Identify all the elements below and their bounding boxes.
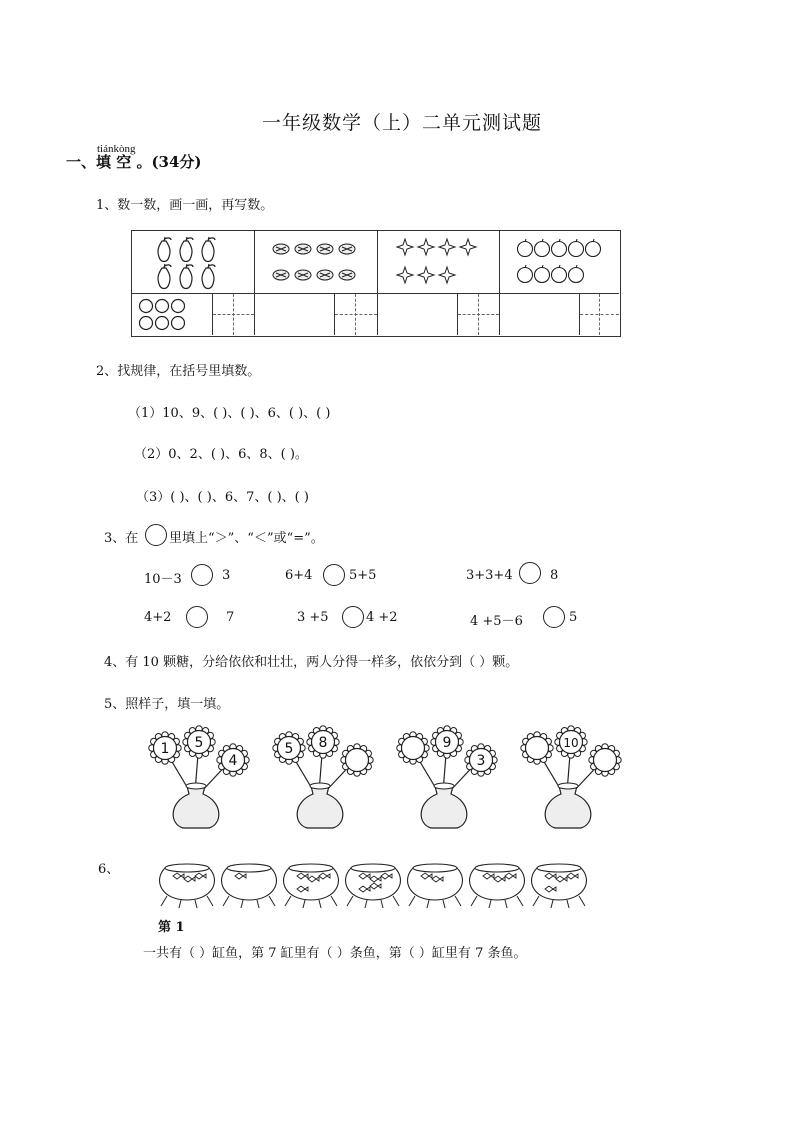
fish-bowl <box>532 864 587 908</box>
q2-line-3[interactable]: （3）( )、( )、6、7、( )、( ) <box>136 490 309 505</box>
candy-icon <box>273 244 355 280</box>
q3-item-1-left: 10－3 <box>144 572 182 587</box>
flower-number: 5 <box>284 741 294 757</box>
q3-item-2-circle[interactable] <box>323 564 345 586</box>
fish-bowl <box>160 864 215 908</box>
flower-number: 3 <box>476 753 486 769</box>
q5-flower-vases <box>135 722 635 832</box>
q3-item-2-left: 6+4 <box>285 568 313 583</box>
q6-fish-bowls <box>155 860 595 912</box>
flower-number: 10 <box>563 736 579 750</box>
q3-item-1-circle[interactable] <box>191 564 213 586</box>
flower-left <box>273 732 305 764</box>
q2-line-1[interactable]: （1）10、9、( )、( )、6、( )、( ) <box>128 406 331 421</box>
flower-top <box>183 726 215 758</box>
fish-bowl <box>408 864 463 908</box>
q3-item-3-left: 3+3+4 <box>466 568 513 583</box>
flower-number: 4 <box>228 753 238 769</box>
q4-text[interactable]: 4、有 10 颗糖，分给依依和壮壮，两人分得一样多，依依分到（ ）颗。 <box>104 655 519 670</box>
q5-prompt: 5、照样子，填一填。 <box>104 697 230 712</box>
q3-item-6-left: 4 +5－6 <box>470 614 523 629</box>
page-title: 一年级数学（上）二单元测试题 <box>262 112 543 134</box>
flower-number: 1 <box>160 741 170 757</box>
q3-item-3-right: 8 <box>550 568 559 583</box>
flower-right <box>341 744 373 776</box>
q3-item-6-circle[interactable] <box>543 606 565 628</box>
section-heading: 一、填 空 。(34分) <box>66 153 202 171</box>
fish-bowl <box>284 864 339 908</box>
q6-prompt: 6、 <box>98 862 120 877</box>
flower-right <box>589 744 621 776</box>
q1-counting-table <box>131 230 621 337</box>
q1-prompt: 1、数一数，画一画，再写数。 <box>96 198 274 213</box>
flower-vase <box>273 726 373 828</box>
q2-prompt: 2、找规律，在括号里填数。 <box>96 364 261 379</box>
flower-left <box>521 732 553 764</box>
sample-circle-icon <box>140 300 185 330</box>
section-pinyin: tiánkòng <box>97 143 136 155</box>
q3-item-5-right: 4 +2 <box>366 610 398 625</box>
apple-icon <box>518 239 601 283</box>
q6-text[interactable]: 一共有（ ）缸鱼，第 7 缸里有（ ）条鱼，第（ ）缸里有 7 条鱼。 <box>143 946 527 961</box>
flower-vase <box>521 726 621 828</box>
flower-top <box>307 726 339 758</box>
q3-example-circle <box>145 524 167 546</box>
q3-item-4-left: 4+2 <box>144 610 172 625</box>
flower-right <box>217 744 249 776</box>
q2-line-2[interactable]: （2）0、2、( )、6、8、( )。 <box>134 447 308 462</box>
flower-number: 9 <box>442 735 452 751</box>
flower-number: 5 <box>194 735 204 751</box>
q3-item-4-circle[interactable] <box>186 606 208 628</box>
flower-number: 8 <box>318 735 328 751</box>
fish-bowl <box>222 864 277 908</box>
first-bowl-label: 第 1 <box>158 920 185 935</box>
q3-item-6-right: 5 <box>569 610 578 625</box>
flower-vase <box>149 726 249 828</box>
q3-item-4-right: 7 <box>226 610 235 625</box>
q3-prompt-start: 3、在 <box>104 531 139 546</box>
flower-right <box>465 744 497 776</box>
flower-vase <box>397 726 497 828</box>
flower-top <box>431 726 463 758</box>
flower-left <box>397 732 429 764</box>
flower-left <box>149 732 181 764</box>
fish-bowl <box>346 864 401 908</box>
q3-prompt-end: 里填上“＞”、“＜”或“=”。 <box>169 531 324 546</box>
q3-item-5-circle[interactable] <box>342 606 364 628</box>
star-icon <box>397 239 476 283</box>
q3-item-1-right: 3 <box>222 568 231 583</box>
fish-bowl <box>470 864 525 908</box>
q1-pictures <box>132 231 619 335</box>
pear-icon <box>158 237 215 289</box>
q3-item-5-left: 3 +5 <box>297 610 329 625</box>
flower-top <box>555 726 587 758</box>
q3-item-2-right: 5+5 <box>349 568 377 583</box>
q3-item-3-circle[interactable] <box>519 562 541 584</box>
